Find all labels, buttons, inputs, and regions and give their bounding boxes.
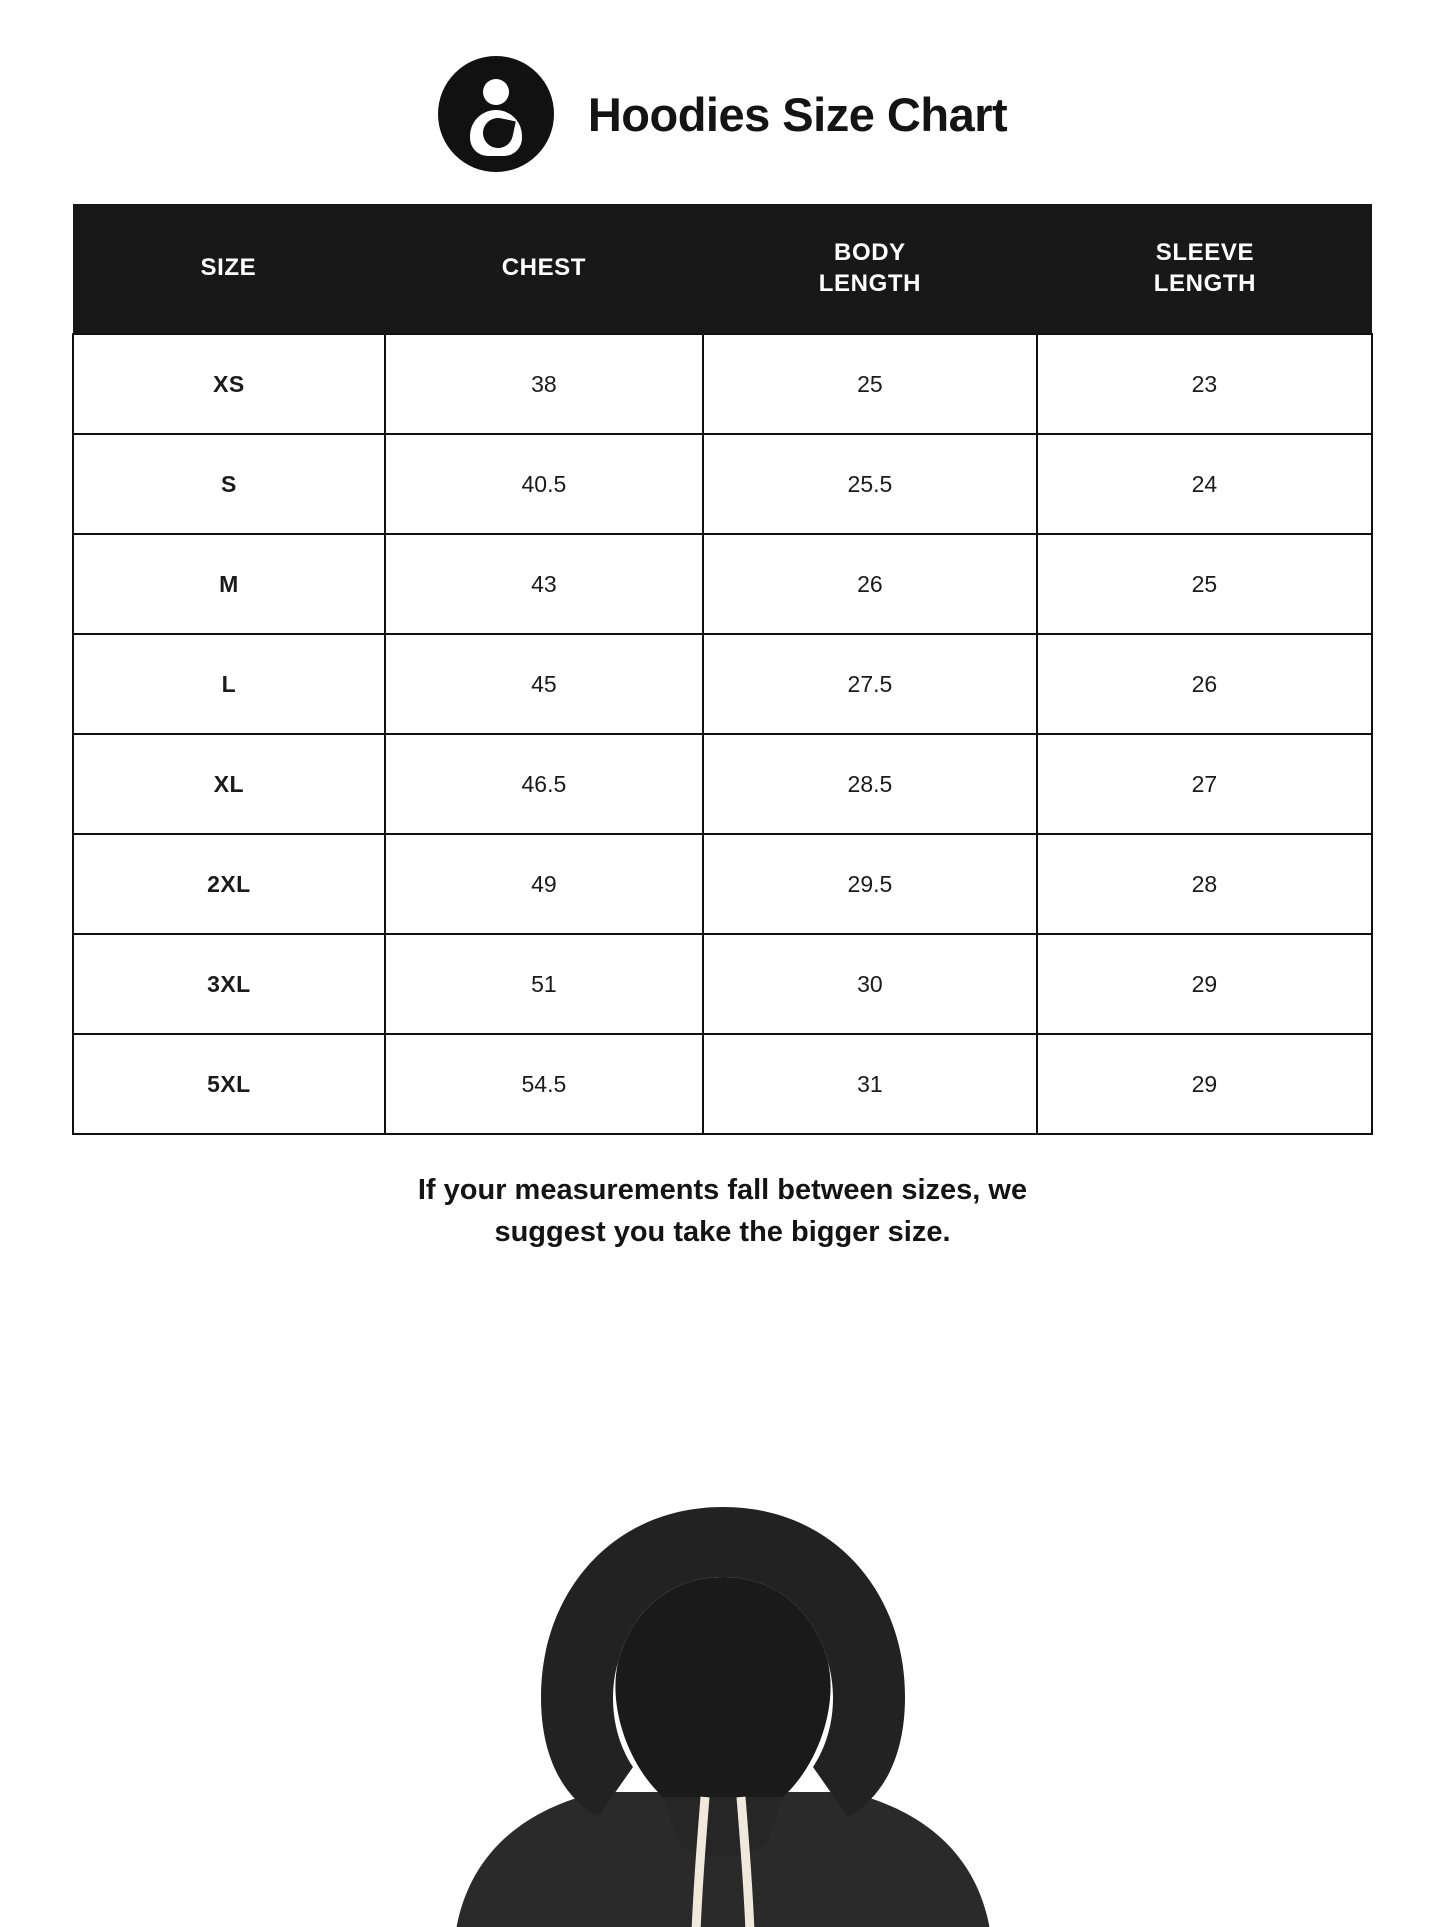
column-header-body-length-line2: LENGTH (818, 269, 922, 297)
cell-sleeve-length: 23 (1037, 334, 1372, 434)
page-title: Hoodies Size Chart (587, 87, 1008, 141)
sizing-note-line2: suggest you take the bigger size. (494, 1216, 951, 1249)
cell-chest: 38 (385, 334, 703, 434)
cell-body-length: 27.5 (703, 634, 1037, 734)
size-chart-table (72, 204, 1373, 1135)
cell-sleeve-length: 26 (1037, 634, 1372, 734)
cell-size: 3XL (73, 934, 385, 1034)
cell-size: 5XL (73, 1034, 385, 1134)
size-chart-table-container (72, 204, 1373, 1135)
cell-chest: 54.5 (385, 1034, 703, 1134)
cell-size: L (73, 634, 385, 734)
table-header-row (73, 204, 1372, 334)
logo-head-shape (483, 79, 509, 105)
cell-chest: 51 (385, 934, 703, 1034)
table-row (73, 434, 1372, 534)
column-header-sleeve-length (1037, 204, 1372, 334)
hoodie-illustration-area (0, 1497, 1445, 1927)
table-row (73, 734, 1372, 834)
table-row (73, 534, 1372, 634)
sizing-note-line1: If your measurements fall between sizes, we (417, 1174, 1028, 1206)
cell-body-length: 28.5 (703, 734, 1037, 834)
cell-sleeve-length: 24 (1037, 434, 1372, 534)
cell-body-length: 25.5 (703, 434, 1037, 534)
hoodie-hood-opening (615, 1577, 830, 1797)
cell-chest: 45 (385, 634, 703, 734)
sizing-note (273, 1169, 1173, 1253)
column-header-sleeve-length-line1: SLEEVE (1155, 238, 1255, 266)
cell-sleeve-length: 29 (1037, 1034, 1372, 1134)
column-header-chest-line1: CHEST (501, 254, 587, 282)
column-header-size-line1: SIZE (200, 254, 257, 282)
page-header (0, 0, 1445, 182)
table-row (73, 934, 1372, 1034)
column-header-chest (385, 204, 703, 334)
cell-sleeve-length: 29 (1037, 934, 1372, 1034)
cell-chest: 40.5 (385, 434, 703, 534)
cell-sleeve-length: 25 (1037, 534, 1372, 634)
cell-sleeve-length: 28 (1037, 834, 1372, 934)
hoodie-illustration (313, 1497, 1133, 1927)
cell-size: XS (73, 334, 385, 434)
cell-size: M (73, 534, 385, 634)
table-row (73, 834, 1372, 934)
brand-logo-icon (438, 56, 554, 172)
column-header-size (73, 204, 385, 334)
cell-body-length: 26 (703, 534, 1037, 634)
column-header-body-length-line1: BODY (834, 238, 906, 266)
column-header-body-length (703, 204, 1037, 334)
cell-size: XL (73, 734, 385, 834)
cell-chest: 49 (385, 834, 703, 934)
table-row (73, 334, 1372, 434)
table-body (73, 334, 1372, 1134)
table-row (73, 1034, 1372, 1134)
cell-chest: 46.5 (385, 734, 703, 834)
cell-size: 2XL (73, 834, 385, 934)
cell-chest: 43 (385, 534, 703, 634)
cell-sleeve-length: 27 (1037, 734, 1372, 834)
cell-size: S (73, 434, 385, 534)
cell-body-length: 25 (703, 334, 1037, 434)
cell-body-length: 30 (703, 934, 1037, 1034)
cell-body-length: 29.5 (703, 834, 1037, 934)
cell-body-length: 31 (703, 1034, 1037, 1134)
table-row (73, 634, 1372, 734)
column-header-sleeve-length-line2: LENGTH (1153, 269, 1257, 297)
